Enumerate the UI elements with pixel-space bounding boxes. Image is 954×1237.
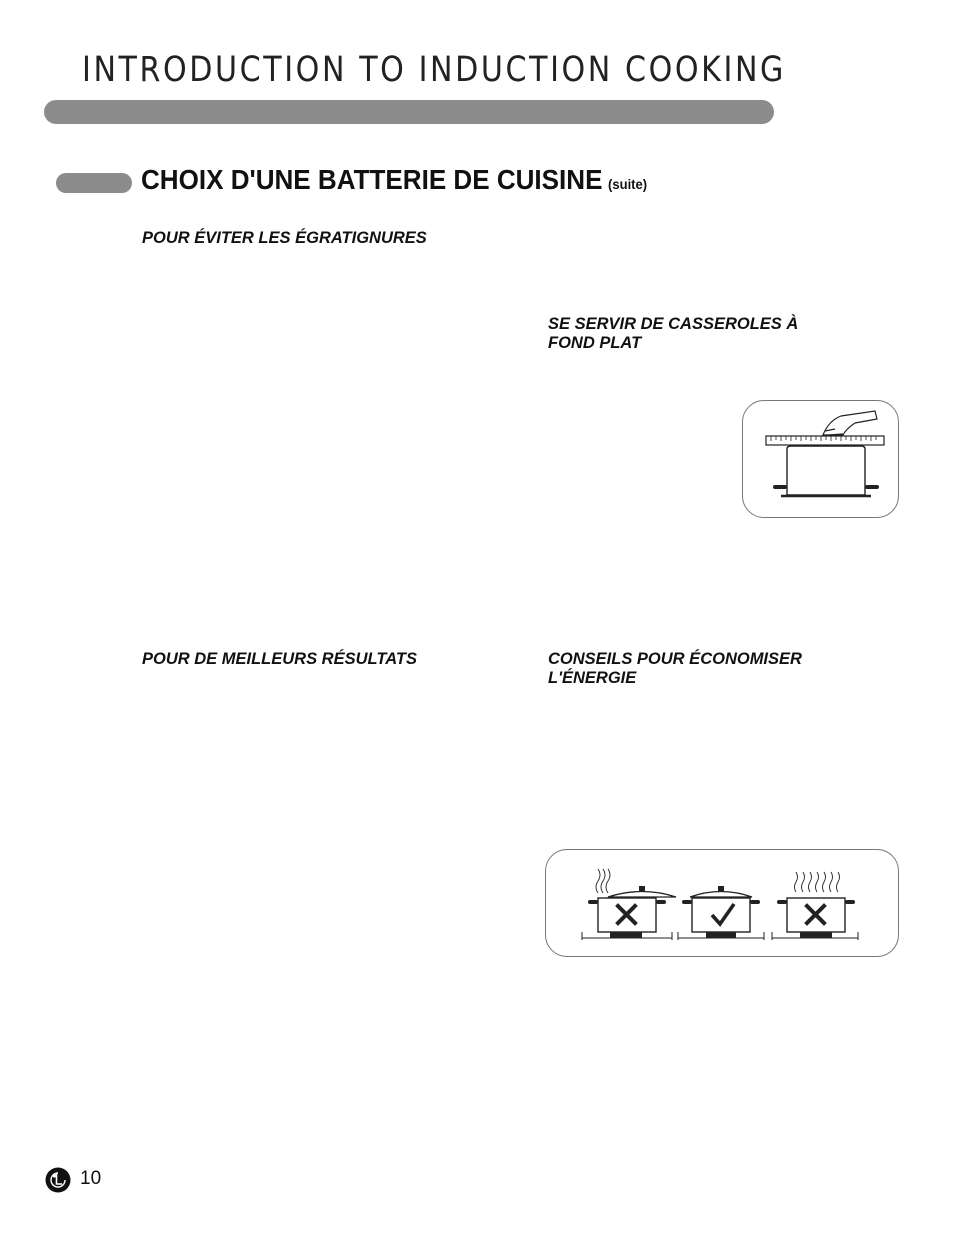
steam-icon [795, 872, 840, 892]
flat-pan-illustration [743, 401, 898, 517]
subhead-flat-line2: FOND PLAT [548, 334, 642, 352]
page-number: 10 [80, 1168, 102, 1189]
energy-illustration [546, 850, 898, 956]
lg-logo-icon [45, 1167, 71, 1193]
hand-icon [823, 411, 877, 435]
pan-icon [773, 446, 879, 496]
title-bar [44, 100, 774, 124]
subhead-energy-line1: CONSEILS POUR ÉCONOMISER [548, 650, 802, 668]
page-title: INTRODUCTION TO INDUCTION COOKING [82, 50, 786, 90]
ruler-icon [766, 436, 884, 445]
subhead-flat-line1: SE SERVIR DE CASSEROLES À [548, 315, 799, 333]
section-pill [56, 173, 132, 193]
section-suffix: (suite) [608, 176, 648, 192]
subhead-energy-line2: L'ÉNERGIE [548, 669, 637, 687]
pan-no-lid-icon [772, 872, 858, 940]
pan-too-large-icon [582, 869, 676, 940]
subhead-energy [548, 650, 802, 688]
subhead-flat-bottom [548, 315, 798, 353]
pan-correct-icon [678, 886, 764, 940]
energy-figure [545, 849, 899, 957]
steam-icon [596, 869, 610, 893]
subhead-scratches: POUR ÉVITER LES ÉGRATIGNURES [142, 229, 427, 247]
flat-pan-figure [742, 400, 899, 518]
section-title: CHOIX D'UNE BATTERIE DE CUISINE [141, 164, 603, 195]
subhead-best-results: POUR DE MEILLEURS RÉSULTATS [142, 650, 418, 668]
section-heading [141, 164, 647, 196]
